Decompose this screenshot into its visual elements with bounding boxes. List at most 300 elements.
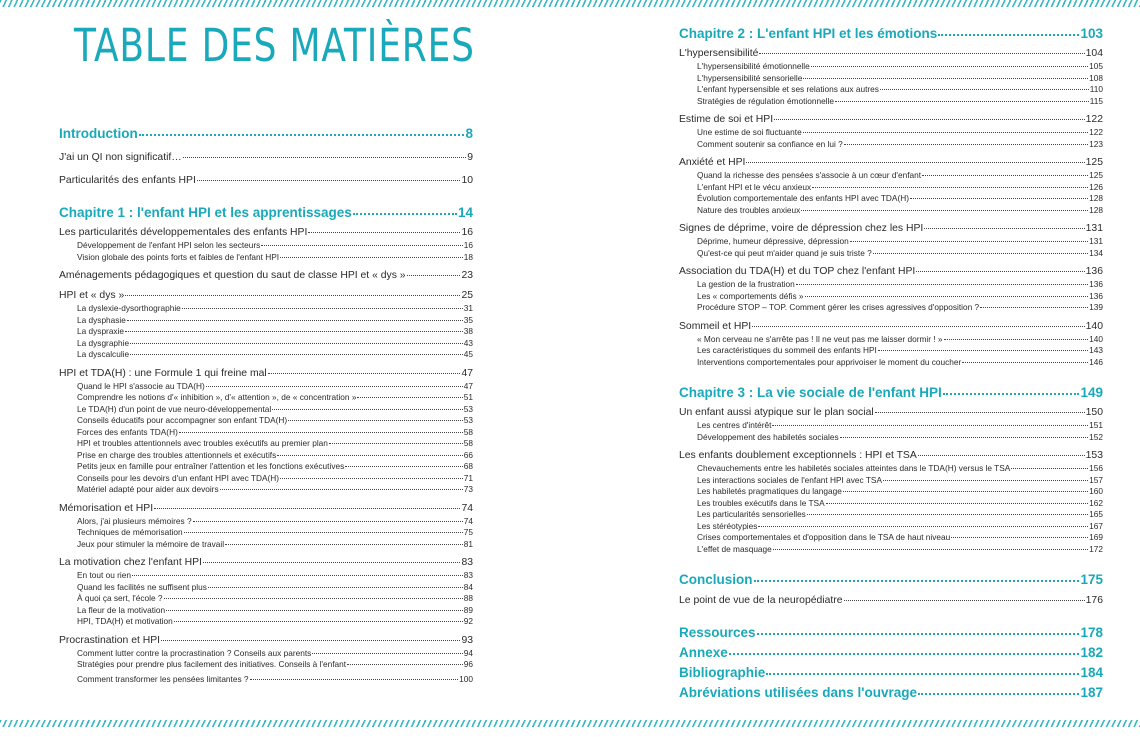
- toc-page-number: 156: [1089, 463, 1103, 473]
- toc-entry-title: Chapitre 1 : l'enfant HPI et les apprentissages: [59, 205, 352, 220]
- toc-subsection-entry: [59, 473, 473, 485]
- toc-entry-title: Procrastination et HPI: [59, 634, 161, 646]
- toc-subsection-entry: [679, 544, 1103, 556]
- toc-subsection-entry: [59, 326, 473, 338]
- toc-dot-leader: [127, 320, 463, 321]
- toc-dot-leader: [807, 514, 1088, 515]
- toc-page-number: 58: [463, 426, 473, 437]
- toc-page-number: 83: [461, 557, 473, 568]
- toc-entry-title: Conseils éducatifs pour accompagner son enfant TDA(H): [77, 415, 288, 425]
- toc-dot-leader: [139, 134, 465, 136]
- toc-page-number: 149: [1080, 385, 1103, 400]
- toc-subsection-entry: [679, 357, 1103, 369]
- toc-page-number: 162: [1089, 497, 1103, 508]
- toc-subsection-entry: [679, 486, 1103, 498]
- toc-entry-title: Comprendre les notions d'« inhibition », d'« attention », de « concentration »: [77, 392, 357, 402]
- toc-page-number: 23: [461, 270, 473, 281]
- toc-page-number: 71: [463, 472, 473, 483]
- toc-subsection-entry: [679, 170, 1103, 182]
- toc-page-number: 136: [1089, 290, 1103, 301]
- toc-page-number: 150: [1085, 407, 1103, 418]
- toc-entry-title: Crises comportementales et d'opposition dans le TSA de haut niveau: [697, 532, 951, 542]
- toc-page-number: 18: [463, 251, 473, 262]
- toc-subsection-entry: [679, 193, 1103, 205]
- toc-section-entry: [679, 449, 1103, 463]
- toc-page-number: 81: [463, 538, 473, 549]
- toc-subsection-entry: [679, 463, 1103, 475]
- toc-dot-leader: [280, 257, 463, 258]
- toc-entry-title: Annexe: [679, 645, 728, 660]
- toc-subsection-entry: [59, 427, 473, 439]
- toc-dot-leader: [944, 339, 1089, 340]
- toc-subsection-entry: [679, 432, 1103, 444]
- toc-entry-title: Quand les facilités ne suffisent plus: [77, 581, 207, 592]
- toc-entry-title: Petits jeux en famille pour entraîner l'attention et les fonctions exécutives: [77, 461, 345, 471]
- toc-dot-leader: [812, 187, 1088, 188]
- toc-dot-leader: [962, 362, 1088, 363]
- toc-page-number: 128: [1089, 193, 1103, 203]
- toc-dot-leader: [758, 526, 1088, 527]
- toc-right-column: [679, 25, 1103, 701]
- toc-subsection-entry: [59, 605, 473, 617]
- toc-chapter-entry: [679, 624, 1103, 641]
- toc-entry-title: Signes de déprime, voire de dépression chez les HPI: [679, 223, 924, 234]
- toc-section-entry: [679, 156, 1103, 170]
- toc-page-number: 14: [457, 205, 473, 220]
- toc-entry-title: Qu'est-ce qui peut m'aider quand je suis triste ?: [697, 247, 872, 258]
- toc-dot-leader: [357, 397, 462, 398]
- toc-section-entry: [59, 151, 473, 165]
- toc-page-number: 122: [1085, 114, 1103, 125]
- toc-page-number: 187: [1080, 685, 1103, 700]
- toc-page-number: 152: [1089, 431, 1103, 442]
- toc-subsection-entry: [679, 248, 1103, 260]
- toc-dot-leader: [875, 412, 1085, 413]
- toc-dot-leader: [805, 296, 1089, 297]
- toc-subsection-entry: [679, 279, 1103, 291]
- toc-page-number: 110: [1089, 84, 1103, 94]
- toc-entry-title: Alors, j'ai plusieurs mémoires ?: [77, 515, 192, 526]
- toc-page-number: 16: [461, 227, 473, 238]
- toc-subsection-entry: [59, 659, 473, 671]
- toc-subsection-entry: [59, 392, 473, 404]
- toc-section-entry: [59, 502, 473, 516]
- toc-page-number: 136: [1085, 266, 1103, 277]
- toc-page-number: 182: [1080, 645, 1103, 660]
- toc-subsection-entry: [679, 96, 1103, 108]
- toc-subsection-entry: [679, 182, 1103, 194]
- toc-dot-leader: [803, 132, 1088, 133]
- toc-entry-title: Développement de l'enfant HPI selon les secteurs: [77, 240, 261, 250]
- toc-subsection-entry: [679, 509, 1103, 521]
- toc-dot-leader: [288, 420, 463, 421]
- toc-section-entry: [59, 556, 473, 570]
- toc-entry-title: HPI et troubles attentionnels avec troubles exécutifs au premier plan: [77, 438, 328, 448]
- toc-page-number: 157: [1089, 474, 1103, 485]
- toc-dot-leader: [312, 653, 462, 654]
- toc-entry-title: HPI et « dys »: [59, 290, 125, 301]
- toc-section-entry: [59, 367, 473, 381]
- toc-dot-leader: [918, 455, 1085, 456]
- toc-entry-title: Jeux pour stimuler la mémoire de travail: [77, 538, 225, 549]
- toc-dot-leader: [193, 521, 463, 522]
- toc-page-number: 136: [1089, 279, 1103, 289]
- toc-entry-title: Évolution comportementale des enfants HPI avec TDA(H): [697, 193, 909, 203]
- toc-entry-title: Les interactions sociales de l'enfant HPI avec TSA: [697, 474, 882, 485]
- toc-dot-leader: [132, 575, 463, 576]
- toc-entry-title: Les particularités développementales des enfants HPI: [59, 227, 308, 238]
- toc-dot-leader: [407, 275, 461, 276]
- toc-subsection-entry: [59, 315, 473, 327]
- toc-page-number: 51: [463, 392, 473, 402]
- toc-dot-leader: [773, 549, 1088, 550]
- toc-dot-leader: [922, 175, 1088, 176]
- toc-subsection-entry: [59, 539, 473, 551]
- toc-entry-title: Particularités des enfants HPI: [59, 175, 196, 186]
- toc-dot-leader: [308, 232, 460, 233]
- toc-entry-title: Le point de vue de la neuropédiatre: [679, 595, 843, 606]
- toc-subsection-entry: [679, 334, 1103, 346]
- toc-entry-title: Déprime, humeur dépressive, dépression: [697, 236, 849, 246]
- toc-subsection-entry: [59, 252, 473, 264]
- toc-dot-leader: [766, 673, 1079, 675]
- toc-dot-leader: [880, 89, 1089, 90]
- toc-entry-title: La gestion de la frustration: [697, 279, 795, 289]
- toc-dot-leader: [924, 228, 1084, 229]
- toc-page-number: 83: [463, 570, 473, 580]
- toc-dot-leader: [943, 393, 1080, 395]
- toc-dot-leader: [918, 693, 1079, 695]
- toc-page-number: 47: [463, 380, 473, 391]
- toc-section-entry: [679, 594, 1103, 608]
- toc-dot-leader: [980, 307, 1088, 308]
- toc-chapter-entry: [59, 125, 473, 142]
- toc-entry-title: Conclusion: [679, 572, 753, 587]
- toc-left-column: [59, 125, 473, 685]
- toc-page-number: 9: [467, 152, 473, 163]
- toc-entry-title: Introduction: [59, 126, 138, 141]
- toc-entry-title: La dyslexie-dysorthographie: [77, 303, 181, 313]
- toc-dot-leader: [910, 198, 1088, 199]
- toc-subsection-entry: [679, 61, 1103, 73]
- bottom-decorative-stripe: [0, 720, 1140, 727]
- toc-page-number: 126: [1089, 181, 1103, 192]
- toc-subsection-entry: [679, 498, 1103, 510]
- toc-page-number: 176: [1085, 595, 1103, 606]
- toc-page-number: 143: [1089, 345, 1103, 355]
- toc-entry-title: L'hypersensibilité: [679, 48, 759, 59]
- toc-subsection-entry: [59, 303, 473, 315]
- toc-dot-leader: [225, 544, 463, 545]
- toc-dot-leader: [179, 432, 463, 433]
- toc-entry-title: Les enfants doublement exceptionnels : HPI et TSA: [679, 450, 917, 461]
- toc-entry-title: La fleur de la motivation: [77, 604, 166, 615]
- toc-page-number: 167: [1089, 520, 1103, 531]
- toc-dot-leader: [883, 480, 1088, 481]
- toc-page-number: 96: [463, 659, 473, 669]
- toc-entry-title: Aménagements pédagogiques et question du saut de classe HPI et « dys »: [59, 270, 406, 281]
- toc-dot-leader: [280, 478, 463, 479]
- toc-page-number: 151: [1089, 420, 1103, 430]
- toc-dot-leader: [844, 600, 1085, 601]
- toc-dot-leader: [752, 326, 1084, 327]
- toc-dot-leader: [850, 241, 1088, 242]
- toc-entry-title: Prise en charge des troubles attentionnels et exécutifs: [77, 449, 277, 460]
- toc-entry-title: L'enfant HPI et le vécu anxieux: [697, 181, 812, 192]
- toc-page-number: 92: [463, 616, 473, 626]
- toc-dot-leader: [774, 119, 1085, 120]
- toc-page-number: 43: [463, 337, 473, 348]
- toc-dot-leader: [796, 284, 1088, 285]
- toc-entry-title: Le TDA(H) d'un point de vue neuro-développemental: [77, 403, 272, 414]
- toc-entry-title: La dyscalculie: [77, 349, 130, 359]
- toc-page-number: 47: [461, 367, 473, 379]
- toc-dot-leader: [220, 489, 463, 490]
- toc-dot-leader: [873, 253, 1088, 254]
- toc-entry-title: Vision globale des points forts et faibles de l'enfant HPI: [77, 251, 280, 262]
- toc-entry-title: Mémorisation et HPI: [59, 502, 154, 514]
- toc-subsection-entry: [59, 338, 473, 350]
- toc-page-number: 105: [1089, 61, 1103, 71]
- toc-section-entry: [59, 634, 473, 648]
- toc-page-number: 131: [1089, 236, 1103, 246]
- toc-subsection-entry: [59, 593, 473, 605]
- toc-page-number: 89: [463, 604, 473, 615]
- toc-page-number: 8: [465, 126, 473, 141]
- toc-entry-title: Bibliographie: [679, 665, 766, 680]
- toc-dot-leader: [164, 598, 463, 599]
- toc-entry-title: Anxiété et HPI: [679, 157, 746, 168]
- toc-page-number: 93: [461, 634, 473, 646]
- toc-entry-title: L'enfant hypersensible et ses relations aux autres: [697, 84, 879, 94]
- toc-dot-leader: [826, 503, 1089, 504]
- toc-dot-leader: [772, 425, 1088, 426]
- toc-section-entry: [679, 406, 1103, 420]
- toc-chapter-entry: [679, 664, 1103, 681]
- toc-dot-leader: [938, 34, 1079, 36]
- toc-subsection-entry: [59, 648, 473, 660]
- toc-chapter-entry: [679, 644, 1103, 661]
- toc-dot-leader: [161, 640, 460, 641]
- toc-subsection-entry: [59, 674, 473, 686]
- toc-dot-leader: [347, 664, 463, 665]
- toc-entry-title: La motivation chez l'enfant HPI: [59, 557, 202, 568]
- toc-page-number: 140: [1089, 333, 1103, 344]
- toc-chapter-entry: [679, 684, 1103, 701]
- toc-dot-leader: [261, 245, 462, 246]
- toc-page-number: 68: [463, 461, 473, 471]
- toc-dot-leader: [835, 101, 1089, 102]
- toc-dot-leader: [811, 66, 1088, 67]
- toc-entry-title: Développement des habiletés sociales: [697, 431, 839, 442]
- toc-entry-title: Sommeil et HPI: [679, 320, 752, 332]
- toc-page-number: 58: [463, 438, 473, 448]
- toc-dot-leader: [130, 354, 463, 355]
- toc-entry-title: Les caractéristiques du sommeil des enfants HPI: [697, 345, 877, 355]
- toc-page-number: 75: [463, 527, 473, 537]
- toc-page-number: 139: [1089, 302, 1103, 312]
- toc-page-number: 178: [1080, 625, 1103, 640]
- toc-page-number: 94: [463, 647, 473, 658]
- toc-subsection-entry: [59, 516, 473, 528]
- toc-section-entry: [679, 320, 1103, 334]
- toc-page-number: 134: [1089, 247, 1103, 258]
- toc-page-number: 53: [463, 415, 473, 425]
- toc-entry-title: La dyspraxie: [77, 326, 125, 336]
- toc-page-number: 125: [1085, 157, 1103, 168]
- toc-dot-leader: [208, 587, 463, 588]
- toc-entry-title: HPI, TDA(H) et motivation: [77, 616, 173, 626]
- toc-dot-leader: [840, 437, 1089, 438]
- toc-page-number: 115: [1089, 95, 1103, 106]
- toc-section-entry: [679, 265, 1103, 279]
- toc-dot-leader: [166, 610, 463, 611]
- toc-entry-title: Techniques de mémorisation: [77, 527, 183, 537]
- toc-dot-leader: [329, 443, 463, 444]
- toc-dot-leader: [878, 350, 1088, 351]
- toc-page-number: 153: [1085, 450, 1103, 461]
- toc-subsection-entry: [679, 127, 1103, 139]
- toc-subsection-entry: [679, 291, 1103, 303]
- toc-page-number: 100: [459, 673, 473, 684]
- toc-entry-title: Estime de soi et HPI: [679, 114, 774, 125]
- toc-subsection-entry: [59, 240, 473, 252]
- toc-entry-title: L'effet de masquage: [697, 543, 772, 554]
- toc-entry-title: Chapitre 2 : L'enfant HPI et les émotions: [679, 26, 938, 41]
- toc-page-number: 38: [463, 326, 473, 336]
- toc-page-number: 45: [463, 349, 473, 359]
- toc-chapter-entry: [679, 384, 1103, 401]
- toc-dot-leader: [754, 580, 1080, 582]
- toc-entry-title: Les troubles exécutifs dans le TSA: [697, 497, 825, 508]
- toc-entry-title: Association du TDA(H) et du TOP chez l'enfant HPI: [679, 266, 916, 277]
- toc-subsection-entry: [679, 139, 1103, 151]
- toc-page-number: 184: [1080, 665, 1103, 680]
- toc-chapter-entry: [59, 204, 473, 221]
- page-title: TABLE DES MATIÈRES: [74, 19, 475, 72]
- toc-subsection-entry: [59, 381, 473, 393]
- toc-page-number: 84: [463, 581, 473, 592]
- toc-entry-title: Comment lutter contre la procrastination ? Conseils aux parents: [77, 647, 312, 658]
- toc-subsection-entry: [59, 415, 473, 427]
- toc-dot-leader: [125, 331, 463, 332]
- toc-page-number: 25: [461, 290, 473, 301]
- toc-entry-title: Les centres d'intérêt: [697, 420, 772, 430]
- toc-entry-title: Ressources: [679, 625, 756, 640]
- toc-page-number: 140: [1085, 320, 1103, 332]
- toc-entry-title: Abréviations utilisées dans l'ouvrage: [679, 685, 918, 700]
- toc-page-number: 10: [461, 175, 473, 186]
- toc-subsection-entry: [59, 582, 473, 594]
- toc-entry-title: Stratégies de régulation émotionnelle: [697, 95, 834, 106]
- toc-section-entry: [679, 47, 1103, 61]
- toc-page-number: 160: [1089, 486, 1103, 496]
- toc-entry-title: En tout ou rien: [77, 570, 131, 580]
- toc-entry-title: Les stéréotypies: [697, 520, 758, 531]
- toc-subsection-entry: [59, 527, 473, 539]
- toc-page-number: 35: [463, 314, 473, 325]
- toc-entry-title: Forces des enfants TDA(H): [77, 426, 178, 437]
- toc-dot-leader: [916, 271, 1084, 272]
- toc-entry-title: Matériel adapté pour aider aux devoirs: [77, 484, 219, 494]
- toc-entry-title: Interventions comportementales pour apprivoiser le moment du coucher: [697, 356, 962, 367]
- toc-dot-leader: [206, 386, 463, 387]
- toc-entry-title: La dysphasie: [77, 314, 126, 325]
- toc-section-entry: [59, 269, 473, 283]
- toc-entry-title: Les « comportements défis »: [697, 290, 804, 301]
- toc-section-entry: [59, 174, 473, 188]
- toc-dot-leader: [729, 653, 1080, 655]
- toc-dot-leader: [174, 621, 463, 622]
- toc-entry-title: Les habiletés pragmatiques du langage: [697, 486, 842, 496]
- toc-subsection-entry: [679, 84, 1103, 96]
- toc-entry-title: Nature des troubles anxieux: [697, 204, 801, 215]
- toc-entry-title: L'hypersensibilité émotionnelle: [697, 61, 810, 71]
- toc-chapter-entry: [679, 571, 1103, 588]
- toc-subsection-entry: [679, 205, 1103, 217]
- toc-subsection-entry: [679, 73, 1103, 85]
- toc-entry-title: Les particularités sensorielles: [697, 509, 806, 519]
- toc-subsection-entry: [679, 475, 1103, 487]
- toc-entry-title: Procédure STOP – TOP. Comment gérer les crises agressives d'opposition ?: [697, 302, 980, 312]
- toc-dot-leader: [183, 157, 467, 158]
- toc-page-number: 108: [1089, 72, 1103, 83]
- toc-subsection-entry: [59, 450, 473, 462]
- toc-subsection-entry: [679, 345, 1103, 357]
- toc-page-number: 169: [1089, 532, 1103, 542]
- toc-section-entry: [59, 226, 473, 240]
- toc-entry-title: L'hypersensibilité sensorielle: [697, 72, 803, 83]
- toc-subsection-entry: [59, 616, 473, 628]
- toc-page-number: 165: [1089, 509, 1103, 519]
- toc-dot-leader: [154, 508, 460, 509]
- toc-page-number: 31: [463, 303, 473, 313]
- toc-entry-title: Stratégies pour prendre plus facilement des initiatives. Conseils à l'enfant: [77, 659, 347, 669]
- toc-dot-leader: [353, 213, 457, 215]
- toc-dot-leader: [268, 373, 461, 374]
- toc-page-number: 66: [463, 449, 473, 460]
- toc-page-number: 175: [1080, 572, 1103, 587]
- top-decorative-stripe: [0, 0, 1140, 7]
- toc-subsection-entry: [679, 236, 1103, 248]
- toc-dot-leader: [803, 78, 1088, 79]
- toc-dot-leader: [1011, 468, 1088, 469]
- toc-entry-title: Conseils pour les devoirs d'un enfant HPI avec TDA(H): [77, 472, 280, 483]
- toc-dot-leader: [844, 144, 1088, 145]
- toc-entry-title: J'ai un QI non significatif…: [59, 152, 182, 163]
- toc-page-number: 74: [461, 502, 473, 514]
- toc-dot-leader: [272, 409, 463, 410]
- toc-entry-title: Un enfant aussi atypique sur le plan social: [679, 407, 874, 418]
- toc-page-number: 172: [1089, 543, 1103, 554]
- toc-dot-leader: [746, 162, 1084, 163]
- toc-page-number: 103: [1080, 26, 1103, 41]
- toc-page-number: 53: [463, 403, 473, 414]
- toc-subsection-entry: [59, 484, 473, 496]
- toc-dot-leader: [184, 532, 463, 533]
- toc-dot-leader: [801, 210, 1088, 211]
- toc-subsection-entry: [679, 532, 1103, 544]
- toc-dot-leader: [757, 633, 1080, 635]
- toc-subsection-entry: [59, 349, 473, 361]
- toc-subsection-entry: [679, 420, 1103, 432]
- toc-page-number: 146: [1089, 356, 1103, 367]
- toc-dot-leader: [843, 491, 1088, 492]
- toc-dot-leader: [130, 343, 463, 344]
- toc-entry-title: Quand le HPI s'associe au TDA(H): [77, 380, 205, 391]
- toc-subsection-entry: [59, 404, 473, 416]
- toc-entry-title: Une estime de soi fluctuante: [697, 127, 802, 137]
